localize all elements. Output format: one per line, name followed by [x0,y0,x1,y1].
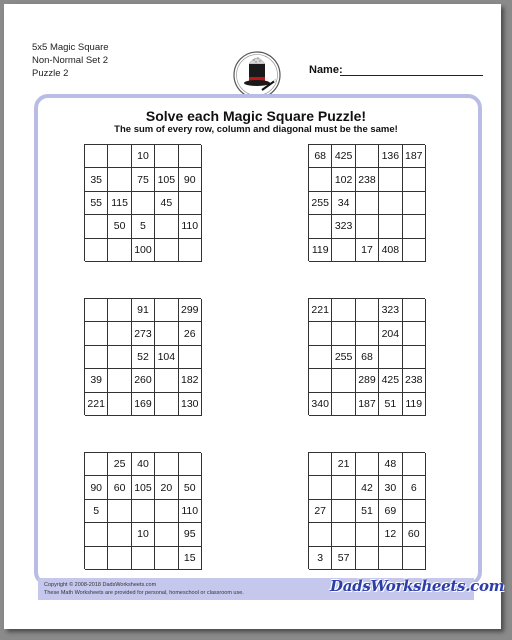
given-cell: 102 [332,168,355,191]
answer-cell[interactable] [332,322,355,345]
given-cell: 221 [309,299,332,322]
answer-cell[interactable] [179,145,202,168]
answer-cell[interactable] [155,369,178,392]
given-cell: 51 [356,500,379,523]
given-cell: 51 [379,393,402,416]
given-cell: 221 [85,393,108,416]
answer-cell[interactable] [108,369,131,392]
given-cell: 25 [108,453,131,476]
given-cell: 260 [132,369,155,392]
given-cell: 299 [179,299,202,322]
answer-cell[interactable] [403,322,426,345]
given-cell: 12 [379,523,402,546]
magic-square-grid [308,144,425,261]
answer-cell[interactable] [332,299,355,322]
answer-cell[interactable] [403,346,426,369]
given-cell: 238 [356,168,379,191]
footer-copyright [44,581,244,597]
answer-cell[interactable] [85,547,108,570]
given-cell: 105 [132,476,155,499]
given-cell: 105 [155,168,178,191]
given-cell: 273 [132,322,155,345]
given-cell: 182 [179,369,202,392]
given-cell: 5 [132,215,155,238]
answer-cell[interactable] [85,299,108,322]
answer-cell[interactable] [108,239,131,262]
answer-cell[interactable] [309,476,332,499]
answer-cell[interactable] [356,215,379,238]
answer-cell[interactable] [309,523,332,546]
given-cell: 10 [132,523,155,546]
meta-line-puzzle: Puzzle 2 [32,68,69,79]
answer-cell[interactable] [108,299,131,322]
answer-cell[interactable] [108,393,131,416]
answer-cell[interactable] [108,145,131,168]
given-cell: 45 [155,192,178,215]
given-cell: 30 [379,476,402,499]
answer-cell[interactable] [332,500,355,523]
given-cell: 40 [132,453,155,476]
name-label: Name: [309,64,343,76]
answer-cell[interactable] [403,299,426,322]
answer-cell[interactable] [108,168,131,191]
given-cell: 3 [309,547,332,570]
given-cell: 238 [403,369,426,392]
answer-cell[interactable] [356,192,379,215]
instructions-subtitle: The sum of every row, column and diagonal must be the same! [114,124,398,135]
given-cell: 68 [309,145,332,168]
answer-cell[interactable] [356,453,379,476]
given-cell: 204 [379,322,402,345]
given-cell: 187 [403,145,426,168]
answer-cell[interactable] [379,192,402,215]
given-cell: 15 [179,547,202,570]
answer-cell[interactable] [309,322,332,345]
answer-cell[interactable] [85,322,108,345]
given-cell: 169 [132,393,155,416]
instructions-title: Solve each Magic Square Puzzle! [145,108,367,124]
name-field-line[interactable] [340,75,483,76]
answer-cell[interactable] [155,523,178,546]
answer-cell[interactable] [379,346,402,369]
given-cell: 68 [356,346,379,369]
given-cell: 5 [85,500,108,523]
answer-cell[interactable] [179,453,202,476]
answer-cell[interactable] [108,346,131,369]
answer-cell[interactable] [379,168,402,191]
given-cell: 323 [332,215,355,238]
answer-cell[interactable] [356,145,379,168]
answer-cell[interactable] [379,547,402,570]
given-cell: 340 [309,393,332,416]
given-cell: 119 [309,239,332,262]
answer-cell[interactable] [155,299,178,322]
given-cell: 35 [85,168,108,191]
answer-cell[interactable] [332,523,355,546]
given-cell: 119 [403,393,426,416]
answer-cell[interactable] [155,145,178,168]
given-cell: 130 [179,393,202,416]
given-cell: 255 [309,192,332,215]
given-cell: 69 [379,500,402,523]
answer-cell[interactable] [85,215,108,238]
answer-cell[interactable] [85,453,108,476]
answer-cell[interactable] [85,145,108,168]
answer-cell[interactable] [85,523,108,546]
answer-cell[interactable] [108,547,131,570]
given-cell: 104 [155,346,178,369]
answer-cell[interactable] [379,215,402,238]
meta-line-title: 5x5 Magic Square [32,42,109,53]
answer-cell[interactable] [309,215,332,238]
answer-cell[interactable] [356,322,379,345]
given-cell: 42 [356,476,379,499]
magic-square-grid [84,144,201,261]
given-cell: 39 [85,369,108,392]
given-cell: 17 [356,239,379,262]
given-cell: 136 [379,145,402,168]
given-cell: 91 [132,299,155,322]
answer-cell[interactable] [332,369,355,392]
magic-hat-icon [232,50,282,100]
given-cell: 90 [179,168,202,191]
answer-cell[interactable] [155,500,178,523]
answer-cell[interactable] [155,215,178,238]
meta-line-set: Non-Normal Set 2 [32,55,109,66]
copyright-text: Copyright © 2008-2018 DadsWorksheets.com [44,582,157,588]
answer-cell[interactable] [309,369,332,392]
given-cell: 21 [332,453,355,476]
answer-cell[interactable] [179,192,202,215]
worksheet-meta [32,41,109,80]
given-cell: 115 [108,192,131,215]
answer-cell[interactable] [403,500,426,523]
answer-cell[interactable] [403,239,426,262]
answer-cell[interactable] [179,239,202,262]
answer-cell[interactable] [108,523,131,546]
given-cell: 95 [179,523,202,546]
magic-square-grid [308,452,425,569]
given-cell: 20 [155,476,178,499]
given-cell: 323 [379,299,402,322]
given-cell: 425 [332,145,355,168]
answer-cell[interactable] [155,239,178,262]
given-cell: 34 [332,192,355,215]
given-cell: 110 [179,500,202,523]
answer-cell[interactable] [403,453,426,476]
answer-cell[interactable] [309,346,332,369]
answer-cell[interactable] [332,393,355,416]
answer-cell[interactable] [356,523,379,546]
answer-cell[interactable] [85,346,108,369]
given-cell: 425 [379,369,402,392]
given-cell: 255 [332,346,355,369]
answer-cell[interactable] [403,168,426,191]
given-cell: 10 [132,145,155,168]
magic-square-grid [84,452,201,569]
answer-cell[interactable] [332,239,355,262]
answer-cell[interactable] [108,322,131,345]
answer-cell[interactable] [403,547,426,570]
given-cell: 57 [332,547,355,570]
answer-cell[interactable] [85,239,108,262]
given-cell: 50 [108,215,131,238]
given-cell: 100 [132,239,155,262]
answer-cell[interactable] [155,453,178,476]
answer-cell[interactable] [179,346,202,369]
given-cell: 27 [309,500,332,523]
answer-cell[interactable] [132,192,155,215]
answer-cell[interactable] [356,299,379,322]
given-cell: 60 [403,523,426,546]
brand-logo: DadsWorksheets.com [330,577,505,595]
given-cell: 48 [379,453,402,476]
answer-cell[interactable] [132,547,155,570]
given-cell: 75 [132,168,155,191]
magic-square-grid [308,298,425,415]
answer-cell[interactable] [309,168,332,191]
magic-square-grid [84,298,201,415]
given-cell: 289 [356,369,379,392]
answer-cell[interactable] [403,215,426,238]
answer-cell[interactable] [356,547,379,570]
given-cell: 187 [356,393,379,416]
given-cell: 50 [179,476,202,499]
given-cell: 60 [108,476,131,499]
given-cell: 55 [85,192,108,215]
answer-cell[interactable] [108,500,131,523]
answer-cell[interactable] [403,192,426,215]
usage-note: These Math Worksheets are provided for personal, homeschool or classroom use. [44,590,244,596]
given-cell: 90 [85,476,108,499]
given-cell: 26 [179,322,202,345]
answer-cell[interactable] [332,476,355,499]
answer-cell[interactable] [155,547,178,570]
given-cell: 110 [179,215,202,238]
answer-cell[interactable] [309,453,332,476]
answer-cell[interactable] [132,500,155,523]
given-cell: 6 [403,476,426,499]
answer-cell[interactable] [155,322,178,345]
given-cell: 408 [379,239,402,262]
given-cell: 52 [132,346,155,369]
answer-cell[interactable] [155,393,178,416]
